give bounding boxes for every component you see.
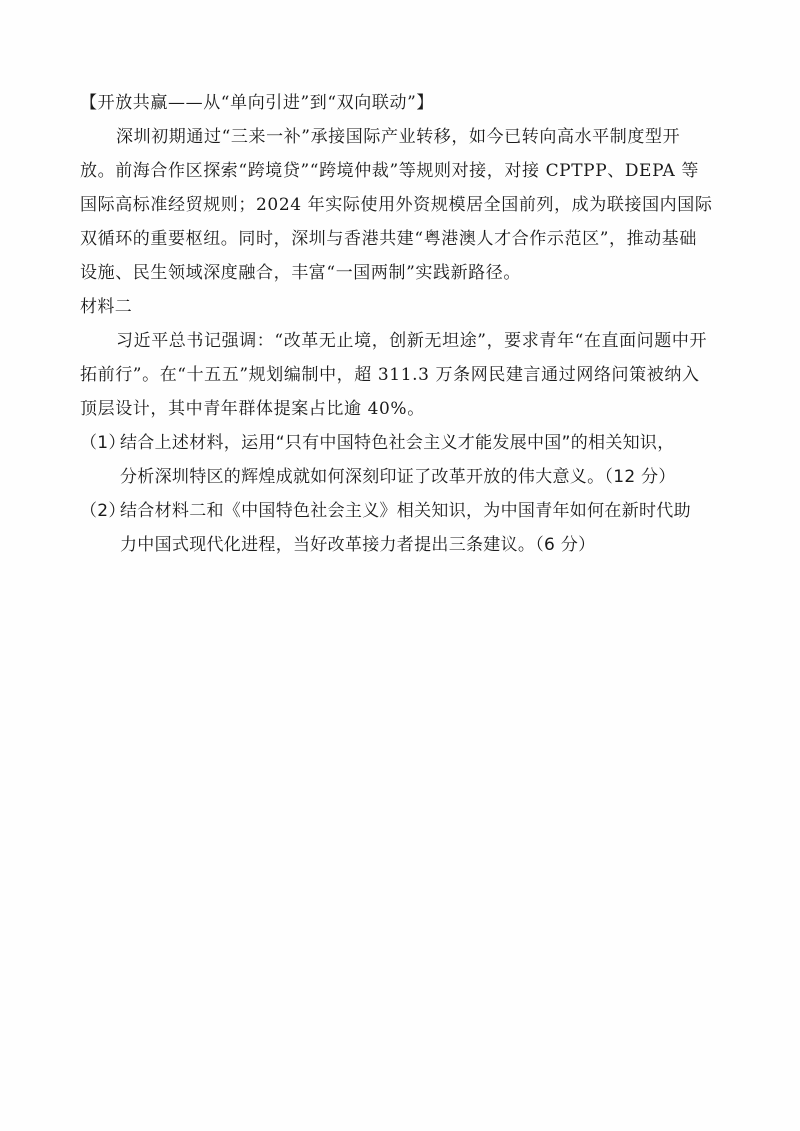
material-two-line: 拓前行”。在“十五五”规划编制中，超 311.3 万条网民建言通过网络问策被纳入: [80, 365, 700, 385]
question-1-first-line: [80, 426, 750, 460]
question-number: （1）: [80, 433, 126, 453]
question-2-first-line: [80, 494, 750, 528]
material-one-line: 设施、民生领域深度融合，丰富“一国两制”实践新路径。: [80, 263, 521, 283]
material-one-heading: 【开放共赢——从“单向引进”到“双向联动”】: [80, 93, 434, 113]
question-number: （2）: [80, 501, 126, 521]
material-one-line: 双循环的重要枢纽。同时，深圳与香港共建“粤港澳人才合作示范区”，推动基础: [80, 229, 697, 249]
question-text: 结合材料二和《中国特色社会主义》相关知识，为中国青年如何在新时代助: [120, 501, 691, 521]
material-one-line: 放。前海合作区探索“跨境贷”“跨境仲裁”等规则对接，对接 CPTPP、DEPA 等: [80, 161, 700, 181]
question-1: [80, 426, 750, 494]
question-2-second-line: 力中国式现代化进程，当好改革接力者提出三条建议。（6 分）: [120, 535, 596, 555]
material-two-line: 顶层设计，其中青年群体提案占比逾 40%。: [80, 399, 425, 419]
material-one-line: 深圳初期通过“三来一补”承接国际产业转移，如今已转向高水平制度型开: [116, 127, 681, 147]
material-two-title: 材料二: [80, 297, 133, 317]
question-2: [80, 494, 750, 562]
question-1-second-line: 分析深圳特区的辉煌成就如何深刻印证了改革开放的伟大意义。（12 分）: [120, 467, 676, 487]
page-content: [80, 86, 750, 562]
question-text: 结合上述材料，运用“只有中国特色社会主义才能发展中国”的相关知识，: [120, 433, 675, 453]
material-two-line: 习近平总书记强调：“改革无止境，创新无坦途”，要求青年“在直面问题中开: [116, 331, 708, 351]
material-one-line: 国际高标准经贸规则；2024 年实际使用外资规模居全国前列，成为联接国内国际: [80, 195, 713, 215]
